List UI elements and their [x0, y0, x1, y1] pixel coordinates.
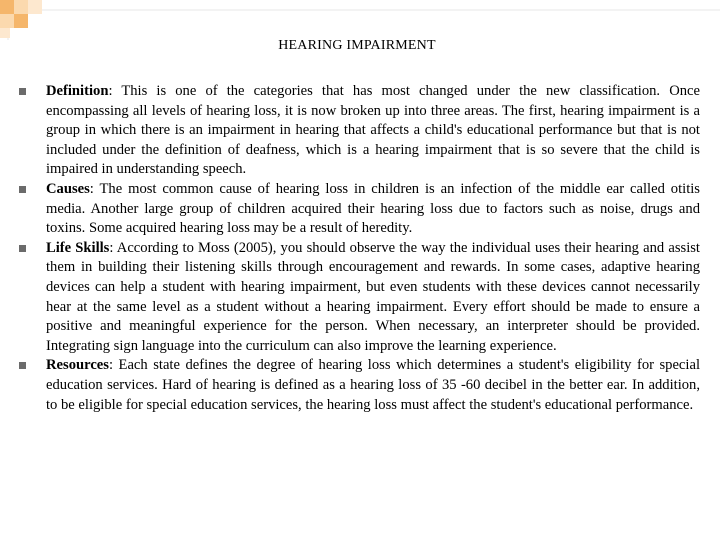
bullet-term: Resources — [46, 357, 109, 374]
corner-square — [0, 14, 14, 28]
bullet-square-icon — [19, 245, 26, 252]
bullet-text: : Each state defines the degree of hearing loss which determines a student's eligibility for special education services. Hard of hearing is defined as a hearing loss of 35 -60 decibel in the better ear. In addition, to be eligible for special education services, the hearing loss must affect the student's educational performance. — [46, 357, 700, 413]
bullet-definition — [0, 82, 700, 180]
bullet-text: : This is one of the categories that has most changed under the new classification. Once encompassing all levels of hearing loss, it is now broken up into three areas. The first, hearing impairment is a group in which there is an impairment in hearing that affects a child's educational performance but that is not included under the definition of deafness, which is a hearing impairment that is so severe that the child is impaired in understanding speech. — [46, 83, 700, 178]
bullet-term: Definition — [46, 83, 109, 99]
corner-decoration — [0, 0, 720, 40]
corner-square — [14, 0, 28, 14]
bullet-square-icon — [19, 362, 26, 369]
corner-square — [0, 0, 14, 14]
bullet-square-icon — [19, 88, 26, 95]
bullet-resources — [0, 356, 700, 415]
corner-square — [0, 28, 10, 38]
bullet-text: : The most common cause of hearing loss in children is an infection of the middle ear called otitis media. Another large group of children acquired their hearing loss due to factors such as noise, drugs and toxins. Some acquired hearing loss may be a result of heredity. — [46, 180, 700, 237]
bullet-text: : According to Moss (2005), you should observe the way the individual uses their hearing and assist them in building their listening skills through encouragement and rewards. In some cases, adaptive hearing devices can help a student with hearing impairment, but even students with these devices cannot necessarily hear at the same level as a student without a hearing impairment. Every effort should be made to ensure a positive and meaningful experience for the person. When necessary, an interpreter should be provided. Integrating sign language into the curriculum can also improve the learning experience. — [46, 239, 700, 354]
slide-title: HEARING IMPAIRMENT — [278, 38, 436, 53]
bullet-list — [0, 82, 700, 415]
corner-square — [28, 0, 42, 14]
bullet-life-skills — [0, 239, 700, 357]
corner-square — [14, 14, 28, 28]
bullet-term: Causes — [46, 180, 90, 197]
bullet-causes — [0, 180, 700, 239]
bullet-term: Life Skills — [46, 239, 110, 256]
bullet-square-icon — [19, 186, 26, 193]
